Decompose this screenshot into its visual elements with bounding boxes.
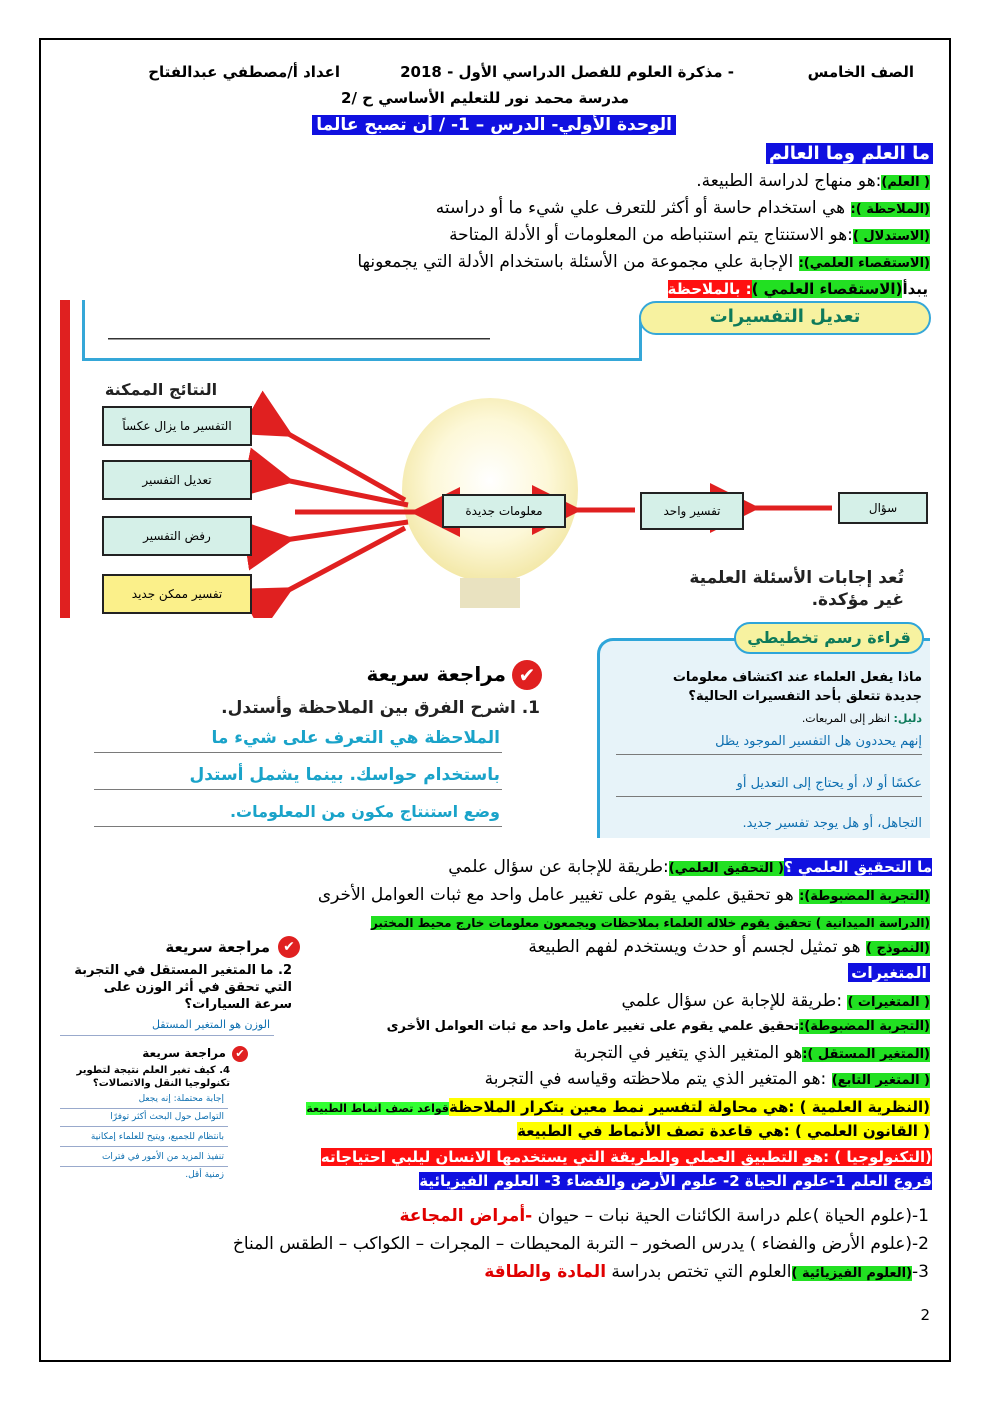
answer-rule xyxy=(60,1035,274,1036)
branch-physical-science: 3-(العلوم الفيزيائية )العلوم التي تختص بدراسة المادة والطاقة xyxy=(484,1262,929,1282)
answer-rule xyxy=(94,789,502,790)
new-info-box: معلومات جديدة xyxy=(442,494,566,528)
answer-rule xyxy=(94,826,502,827)
quick-review-1-question: 1. اشرح الفرق بين الملاحظة وأستدل. xyxy=(221,698,540,718)
answer-rule xyxy=(60,1166,228,1167)
results-title: النتائج الممكنة xyxy=(104,380,218,399)
science-branches: فروع العلم 1-علوم الحياة 2- علوم الأرض والفضاء 3- العلوم الفيزيائية xyxy=(419,1172,932,1190)
banner-title: تعديل التفسيرات xyxy=(709,306,861,327)
diagram-modify-explanations xyxy=(60,300,932,618)
quick-review-1-answer-2: باستخدام حواسك. بينما يشمل أستدل xyxy=(189,765,500,785)
quick-review-3-answer-3: بانتظام للجميع، ويتيح للعلماء إمكانية xyxy=(90,1132,224,1142)
answer-rule xyxy=(60,1126,228,1127)
reading-answer-3: التجاهل، أو هل يوجد تفسير جديد. xyxy=(742,816,922,831)
answer-rule xyxy=(616,754,922,755)
check-icon: ✔ xyxy=(278,936,300,958)
reading-answer-2: عكسًا أو لا، أو يحتاج إلى التعديل أو xyxy=(736,776,922,791)
quick-review-1-title: مراجعة سريعة xyxy=(366,662,506,686)
quick-review-3-answer-5: زمنية أقل. xyxy=(185,1170,224,1180)
quick-review-1-answer-1: الملاحظة هي التعرف على شيء ما xyxy=(211,728,500,748)
light-bulb-icon xyxy=(402,398,578,582)
answer-rule xyxy=(60,1108,228,1109)
reading-diagram-title: قراءة رسم تخطيطي xyxy=(734,622,924,654)
def-theory: (النظرية العلمية ) :هي محاولة لتفسير نمط معين بتكرار الملاحظةقواعد تصف انماط الطبيعة xyxy=(306,1098,930,1116)
author-label: اعداد أ/مصطفي عبدالفتاح xyxy=(148,63,340,81)
def-field-study: (الدراسة الميدانية ) تحقيق يقوم خلاله العلماء بملاحظات ويجمعون معلومات خارج محيط المختبر xyxy=(370,916,930,930)
explanation-box: تفسير واحد xyxy=(640,492,744,530)
result-box-1: التفسير ما يزال عكساً xyxy=(102,406,252,446)
check-icon: ✔ xyxy=(512,660,542,690)
check-icon: ✔ xyxy=(232,1046,248,1062)
question-box: سؤال xyxy=(838,492,928,524)
reading-answer-1: إنهم يحددون هل التفسير الموجود يظل xyxy=(715,734,922,749)
quick-review-2-answer: الوزن هو المتغير المستقل xyxy=(151,1018,270,1031)
def-technology: (التكنولوجيا ) :هو التطبيق العملي والطريقة التي يستخدمها الانسان ليلبي احتياجاته xyxy=(320,1148,932,1166)
def-controlled-experiment: (التجربة المضبوطة): هو تحقيق علمي يقوم على تغيير عامل واحد مع ثبات العوامل الأخرى xyxy=(317,885,930,905)
answer-rule xyxy=(616,796,922,797)
quick-review-3-answer-1: إجابة محتملة: إنه يجعل xyxy=(138,1094,224,1104)
def-inference: (الاستدلال ):هو الاستنتاج يتم استنباطه من المعلومات أو الأدلة المتاحة xyxy=(449,225,930,245)
page-number: 2 xyxy=(920,1306,930,1324)
branch-earth-science: 2-(علوم الأرض والفضاء ) يدرس الصخور – التربة المحيطات – المجرات – الكواكب – الطقس المناخ xyxy=(232,1234,929,1254)
def-science: ( العلم):هو منهاج لدراسة الطبيعة. xyxy=(696,171,930,191)
section1-heading: ما العلم وما العالم xyxy=(766,143,933,164)
quick-review-3-question: 4. كيف تغير العلم نتيجة لتطوير تكنولوجيا النقل والاتصالات؟ xyxy=(76,1065,230,1089)
def-controlled-experiment-2: (التجربة المضبوطة):تحقيق علمي يقوم على تغيير عامل واحد مع ثبات العوامل الأخرى xyxy=(386,1019,930,1034)
answer-rule xyxy=(94,752,502,753)
def-inquiry: (الاستقصاء العلمي): الإجابة علي مجموعة من الأسئلة باستخدام الأدلة التي يجمعونها xyxy=(357,252,930,272)
quick-review-3-answer-4: تنفيذ المزيد من الأمور في فترات xyxy=(101,1152,224,1162)
quick-review-3-title: مراجعة سريعة xyxy=(142,1046,226,1060)
diagram-caption-2: غير مؤكدة. xyxy=(811,590,904,610)
inquiry-start: يبدأ(الاستقصاء العلمي ): بالملاحظة xyxy=(667,280,928,298)
def-variables: ( المتغيرات ) :طريقة للإجابة عن سؤال علمي xyxy=(621,991,930,1011)
def-model: (النموذج ) هو تمثيل لجسم أو حدث ويستخدم لفهم الطبيعة xyxy=(528,937,930,957)
quick-review-3-answer-2: التواصل حول البحث أكثر توفرًا xyxy=(110,1112,224,1122)
red-edge-bar xyxy=(60,300,70,618)
lesson-title: الوحدة الأولي- الدرس – 1- / أن تصبح عالما xyxy=(312,115,676,135)
doc-title: - مذكرة العلوم للفصل الدراسي الأول - 2018 xyxy=(400,63,734,81)
quick-review-2-title: مراجعة سريعة xyxy=(165,938,270,956)
reading-hint: دليل: انظر إلى المربعات. xyxy=(801,712,922,725)
def-observation: (الملاحظة ): هي استخدام حاسة أو أكثر للتعرف علي شيء ما أو دراسته xyxy=(435,198,930,218)
def-independent-variable: (المتغير المستقل ):هو المتغير الذي يتغير في التجربة xyxy=(573,1043,930,1063)
branch-life-science: 1-(علوم الحياة )علم دراسة الكائنات الحية نبات – حيوان -أمراض المجاعة xyxy=(399,1206,929,1226)
result-box-4: تفسير ممكن جديد xyxy=(102,574,252,614)
grade-label: الصف الخامس xyxy=(807,63,914,81)
diagram-caption-1: تُعد إجابات الأسئلة العلمية xyxy=(689,568,904,588)
variables-heading: المتغيرات xyxy=(848,962,930,984)
quick-review-2-question: 2. ما المتغير المستقل في التجربة التي تحقق في أثر الوزن على سرعة السيارات؟ xyxy=(74,963,292,1012)
quick-review-1-answer-3: وضع استنتاج مكون من المعلومات. xyxy=(229,802,500,821)
inquiry-heading-line: ما التحقيق العلمي ؟( التحقيق العلمي):طريقة للإجابة عن سؤال علمي xyxy=(448,857,932,877)
school-name: مدرسة محمد نور للتعليم الأساسي ح /2 xyxy=(341,89,629,107)
result-box-2: تعديل التفسير xyxy=(102,460,252,500)
answer-rule xyxy=(60,1146,228,1147)
def-law: ( القانون العلمي ) :هي قاعدة تصف الأنماط في الطبيعة xyxy=(517,1122,930,1140)
def-dependent-variable: ( المتغير التابع) :هو المتغير الذي يتم ملاحظته وقياسه في التجربة xyxy=(484,1069,930,1089)
reading-question: ماذا يفعل العلماء عند اكتشاف معلومات جديدة تتعلق بأحد التفسيرات الحالية؟ xyxy=(672,670,922,704)
result-box-3: رفض التفسير xyxy=(102,516,252,556)
